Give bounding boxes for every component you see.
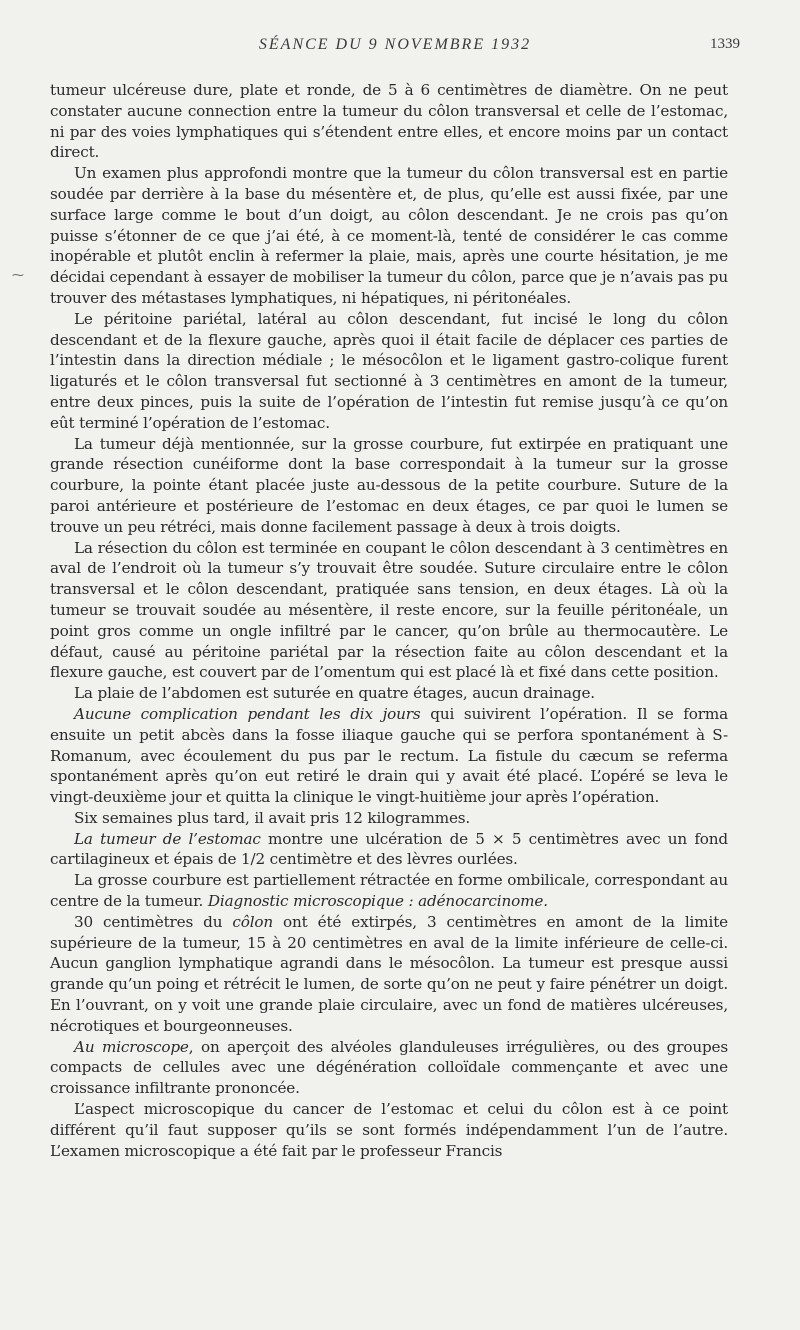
paragraph: tumeur ulcéreuse dure, plate et ronde, de 5 à 6 centimètres de diamètre. On ne peut constater aucune connection entre la tumeur du côlon transversal et celle de l’estomac, ni par des voies lymphatiques qui s’étendent entre elles, et encore moins par un contact direct. [50, 81, 728, 162]
italic-lead: Au microscope [74, 1037, 189, 1056]
paragraph: Six semaines plus tard, il avait pris 12 kilogrammes. [74, 808, 471, 827]
body-text [50, 80, 728, 1161]
italic-lead: Aucune complication pendant les dix jours [74, 704, 421, 723]
paragraph: La plaie de l’abdomen est suturée en quatre étages, aucun drainage. [74, 684, 595, 703]
paragraph: La grosse courbure est partiellement rétractée en forme ombilicale, correspondant au centre de la tumeur. Diagnostic microscopique : adénocarcinome. [50, 871, 728, 911]
paragraph: Au microscope, on aperçoit des alvéoles glanduleuses irrégulières, ou des groupes compacts de cellules avec une dégénération colloïdale commençante et avec une croissance infiltrante prononcée. [50, 1037, 728, 1098]
paragraph: Un examen plus approfondi montre que la tumeur du côlon transversal est en partie soudée par derrière à la base du mésentère et, de plus, qu’elle est aussi fixée, par une surface large comme le bout d’un doigt, au côlon descendant. Je ne crois pas qu’on puisse s’étonner de ce que j’ai été, à ce moment-là, tenté de considérer le cas comme inopérable et plutôt enclin à refermer la plaie, mais, après une courte hésitation, je me décidai cependant à essayer de mobiliser la tumeur du côlon, parce que je n’avais pas pu trouver des métastases lymphatiques, ni hépatiques, ni péritonéales. [50, 164, 728, 307]
paragraph: La tumeur déjà mentionnée, sur la grosse courbure, fut extirpée en pratiquant une grande résection cunéiforme dont la base correspondait à la tumeur sur la grosse courbure, la pointe étant placée juste au-dessous de la petite courbure. Suture de la paroi antérieure et postérieure de l’estomac en deux étages, ce par quoi le lumen se trouve un peu rétréci, mais donne facilement passage à deux à trois doigts. [50, 434, 728, 536]
margin-mark: ⁓ [12, 268, 24, 282]
paragraph: Le péritoine pariétal, latéral au côlon descendant, fut incisé le long du côlon descendant et de la flexure gauche, après quoi il était facile de déplacer ces parties de l’intestin dans la direction médiale ; le mésocôlon et le ligament gastro-colique furent ligaturés et le côlon transversal fut sectionné à 3 centimètres en amont de la tumeur, entre deux pinces, puis la suite de l’opération de l’intestin fut remise jusqu’à ce qu’on eût terminé l’opération de l’estomac. [50, 309, 728, 432]
paragraph: 30 centimètres du côlon ont été extirpés, 3 centimètres en amont de la limite supérieure de la tumeur, 15 à 20 centimètres en aval de la limite inférieure de celle-ci. Aucun ganglion lymphatique agrandi dans le mésocôlon. La tumeur est presque aussi grande qu’un poing et rétrécit le lumen, de sorte qu’on ne peut y faire pénétrer un doigt. En l’ouvrant, on y voit une grande plaie circulaire, avec un fond de matières ulcéreuses, nécrotiques et bourgeonneuses. [50, 912, 728, 1035]
italic-lead: La tumeur de l’estomac [74, 829, 261, 848]
page-number: 1339 [710, 36, 740, 52]
italic-tail: Diagnostic microscopique : adénocarcinome. [207, 892, 548, 911]
paragraph: La résection du côlon est terminée en coupant le côlon descendant à 3 centimètres en aval de l’endroit où la tumeur s’y trouvait être soudée. Suture circulaire entre le côlon transversal et le côlon descendant, pratiquée sans tension, en deux étages. Là où la tumeur se trouvait soudée au mésentère, il reste encore, sur la feuille péritonéale, un point gros comme un ongle infiltré par le cancer, qu’on brûle au thermocautère. Le défaut, causé au péritoine pariétal par la résection faite au côlon descendant et la flexure gauche, est couvert par de l’omentum qui est placé là et fixé dans cette position. [50, 538, 728, 682]
italic-mid: côlon [232, 912, 274, 931]
running-head [50, 36, 740, 58]
paragraph: L’aspect microscopique du cancer de l’estomac et celui du côlon est à ce point différent qu’il faut supposer qu’ils se sont formés indépendamment l’un de l’autre. L’examen microscopique a été fait par le professeur Francis [50, 1100, 728, 1160]
paragraph: Aucune complication pendant les dix jours qui suivirent l’opération. Il se forma ensuite un petit abcès dans la fosse iliaque gauche qui se perfora spontanément à S-Romanum, avec écoulement du pus par le rectum. La fistule du cæcum se referma spontanément après qu’on eut retiré le drain qui y avait été placé. L’opéré se leva le vingt-deuxième jour et quitta la clinique le vingt-huitième jour après l’opération. [50, 704, 728, 807]
paragraph: La tumeur de l’estomac montre une ulcération de 5 × 5 centimètres avec un fond cartilagineux et épais de 1/2 centimètre et des lèvres ourlées. [50, 829, 728, 869]
running-head-title: SÉANCE DU 9 NOVEMBRE 1932 [258, 36, 532, 53]
